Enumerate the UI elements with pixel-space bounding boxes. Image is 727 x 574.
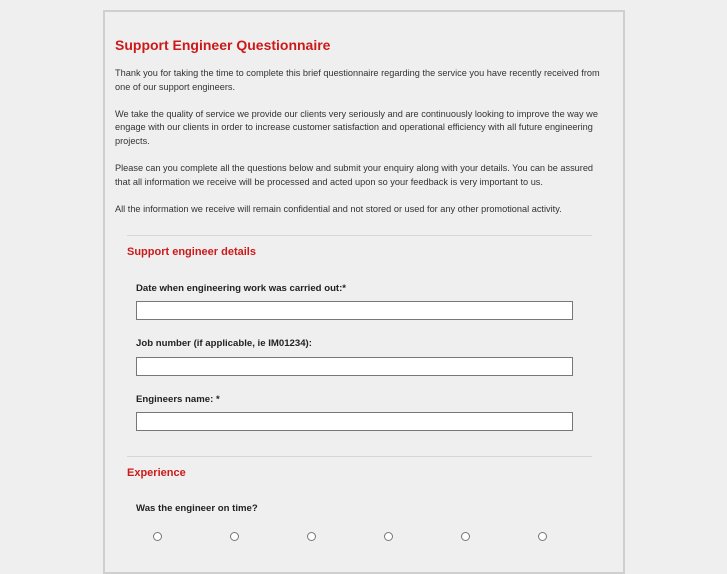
on-time-radio-5[interactable]	[461, 532, 470, 541]
on-time-radio-2[interactable]	[230, 532, 239, 541]
section-divider	[127, 235, 592, 236]
engineer-name-field[interactable]	[136, 412, 573, 431]
job-number-label: Job number (if applicable, ie IM01234):	[136, 338, 312, 349]
date-field[interactable]	[136, 301, 573, 320]
intro-paragraph: Please can you complete all the questions below and submit your enquiry along with your details. You can be assured that all information we receive will be processed and acted upon so your feedback is very important to us.	[115, 163, 594, 187]
section-divider	[127, 456, 592, 457]
section-title-experience: Experience	[127, 467, 186, 479]
on-time-radio-6[interactable]	[538, 532, 547, 541]
intro-paragraph: Thank you for taking the time to complete this brief questionnaire regarding the service you have recently received from one of our support engineers.	[115, 68, 600, 92]
section-title-details: Support engineer details	[127, 246, 256, 258]
page-title: Support Engineer Questionnaire	[115, 37, 331, 53]
engineer-name-label: Engineers name: *	[136, 394, 220, 405]
on-time-question: Was the engineer on time?	[136, 503, 258, 514]
on-time-radio-4[interactable]	[384, 532, 393, 541]
intro-paragraph: All the information we receive will remain confidential and not stored or used for any other promotional activity.	[115, 203, 562, 214]
intro-text	[115, 67, 605, 230]
job-number-field[interactable]	[136, 357, 573, 376]
questionnaire-panel	[103, 10, 625, 574]
date-field-label: Date when engineering work was carried out:*	[136, 283, 347, 294]
intro-paragraph: We take the quality of service we provide our clients very seriously and are continuously looking to improve the way we engage with our clients in order to increase customer satisfaction and operational efficiency with all future engineering projects.	[115, 108, 598, 146]
on-time-radio-1[interactable]	[153, 532, 162, 541]
on-time-radio-3[interactable]	[307, 532, 316, 541]
